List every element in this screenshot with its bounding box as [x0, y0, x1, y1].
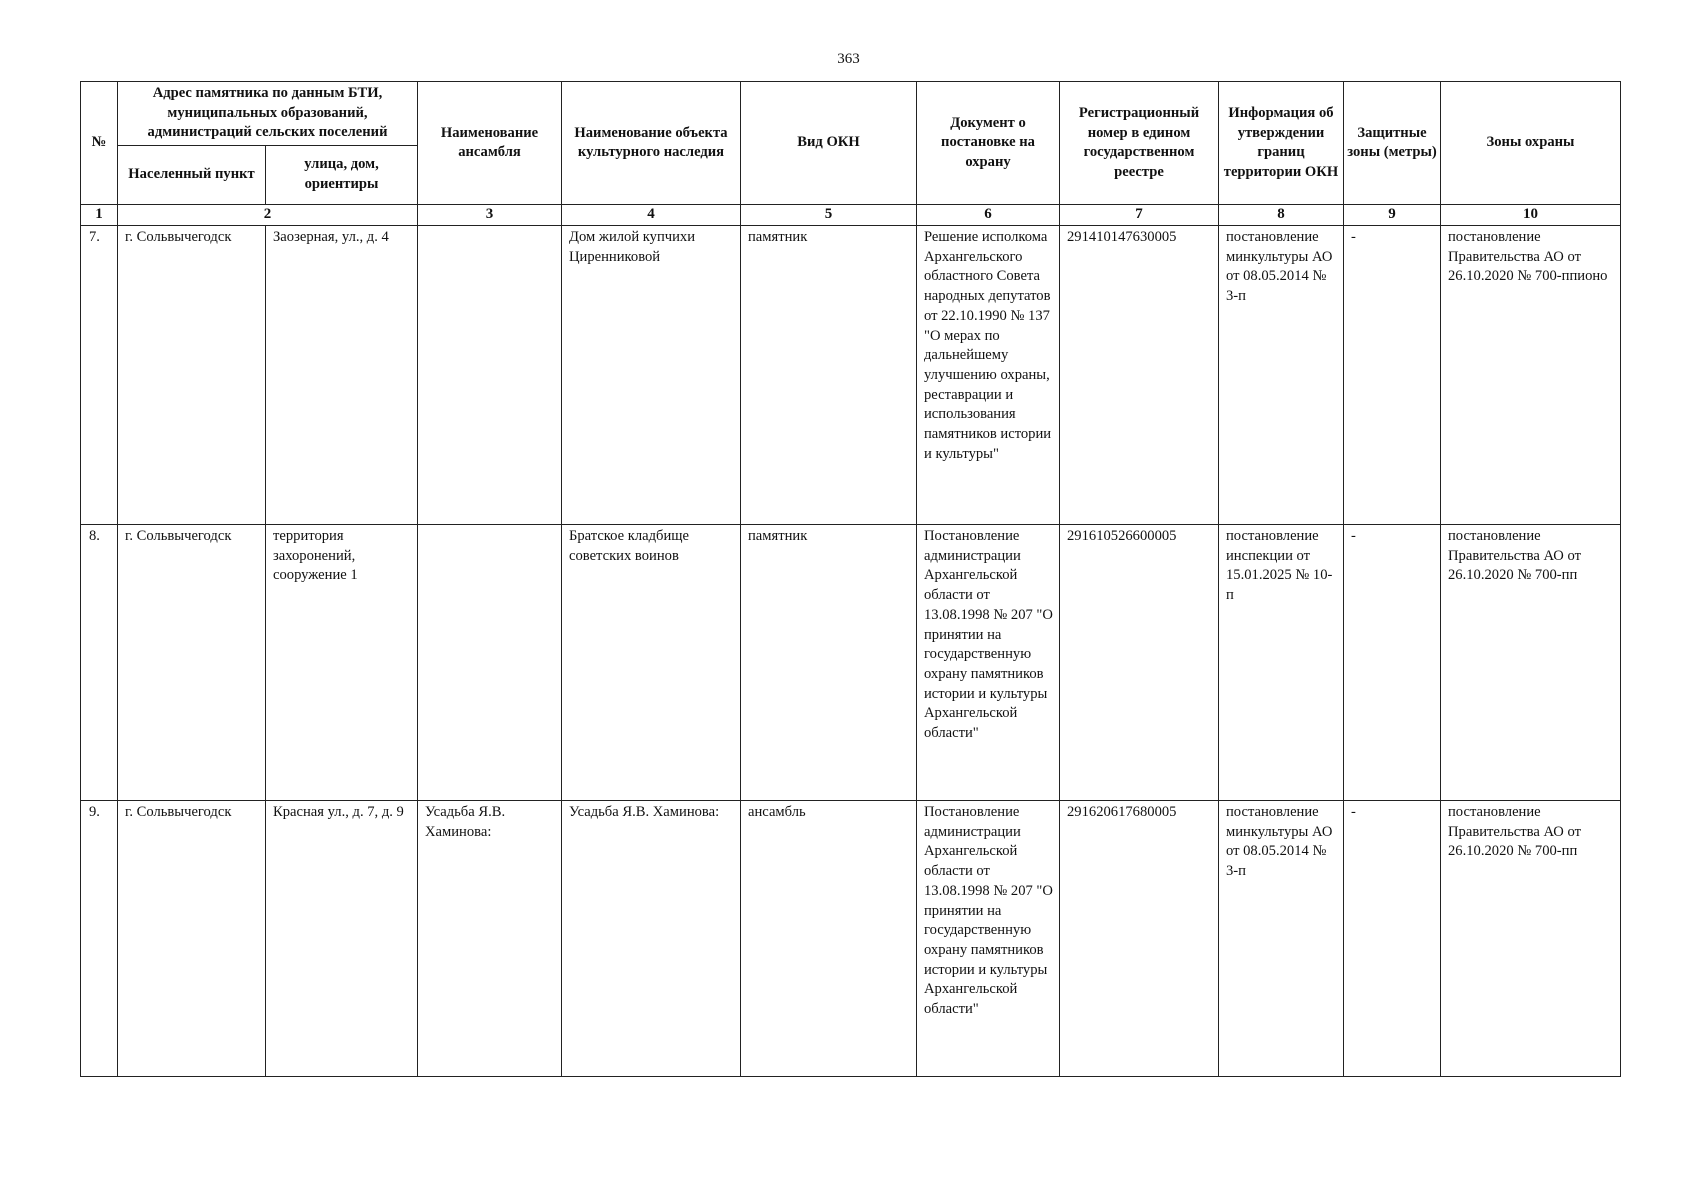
cell-number: 9.: [81, 801, 118, 1077]
column-number: 5: [741, 205, 917, 226]
cell-reg-number: 291610526600005: [1060, 525, 1219, 801]
cell-object-name: Усадьба Я.В. Хаминова:: [562, 801, 741, 1077]
cell-protection-zones: постановление Правительства АО от 26.10.2020 № 700-пп: [1441, 801, 1621, 1077]
header-address-group: Адрес памятника по данным БТИ, муниципальных образований, администраций сельских поселений: [118, 82, 418, 146]
header-document: Документ о постановке на охрану: [917, 82, 1060, 205]
cell-okn-type: памятник: [741, 525, 917, 801]
cell-protective-zones: -: [1344, 226, 1441, 525]
column-number: 3: [418, 205, 562, 226]
cell-ensemble: Усадьба Я.В. Хаминова:: [418, 801, 562, 1077]
cell-street: Заозерная, ул., д. 4: [266, 226, 418, 525]
table-header: [81, 82, 1621, 226]
cell-street: территория захоронений, сооружение 1: [266, 525, 418, 801]
header-number: №: [81, 82, 118, 205]
column-number: 9: [1344, 205, 1441, 226]
cell-document: Решение исполкома Архангельского областного Совета народных депутатов от 22.10.1990 № 137 "О мерах по дальнейшему улучшению охраны, реставрации и использования памятников истории и культуры": [917, 226, 1060, 525]
column-number: 1: [81, 205, 118, 226]
cell-settlement: г. Сольвычегодск: [118, 801, 266, 1077]
cell-boundaries-info: постановление минкультуры АО от 08.05.2014 № 3-п: [1219, 801, 1344, 1077]
table-row: [81, 801, 1621, 1077]
cell-reg-number: 291410147630005: [1060, 226, 1219, 525]
header-protection-zones: Зоны охраны: [1441, 82, 1621, 205]
cell-number: 8.: [81, 525, 118, 801]
cell-street: Красная ул., д. 7, д. 9: [266, 801, 418, 1077]
cell-protection-zones: постановление Правительства АО от 26.10.2020 № 700-ппионо: [1441, 226, 1621, 525]
header-object-name: Наименование объекта культурного наследия: [562, 82, 741, 205]
cell-okn-type: ансамбль: [741, 801, 917, 1077]
column-number: 6: [917, 205, 1060, 226]
column-number: 4: [562, 205, 741, 226]
column-number: 2: [118, 205, 418, 226]
table-row: [81, 226, 1621, 525]
monuments-table: [80, 81, 1621, 1077]
cell-boundaries-info: постановление инспекции от 15.01.2025 № 10-п: [1219, 525, 1344, 801]
column-numbers-row: [81, 205, 1621, 226]
cell-ensemble: [418, 226, 562, 525]
cell-protective-zones: -: [1344, 801, 1441, 1077]
cell-document: Постановление администрации Архангельской области от 13.08.1998 № 207 "О принятии на государственную охрану памятников истории и культуры Архангельской области": [917, 801, 1060, 1077]
header-street: улица, дом, ориентиры: [266, 145, 418, 204]
header-okn-type: Вид ОКН: [741, 82, 917, 205]
cell-protection-zones: постановление Правительства АО от 26.10.2020 № 700-пп: [1441, 525, 1621, 801]
cell-object-name: Дом жилой купчихи Циренниковой: [562, 226, 741, 525]
header-reg-number: Регистрационный номер в едином государственном реестре: [1060, 82, 1219, 205]
column-number: 8: [1219, 205, 1344, 226]
column-number: 7: [1060, 205, 1219, 226]
cell-okn-type: памятник: [741, 226, 917, 525]
cell-boundaries-info: постановление минкультуры АО от 08.05.2014 № 3-п: [1219, 226, 1344, 525]
cell-document: Постановление администрации Архангельской области от 13.08.1998 № 207 "О принятии на государственную охрану памятников истории и культуры Архангельской области": [917, 525, 1060, 801]
table-row: [81, 525, 1621, 801]
cell-settlement: г. Сольвычегодск: [118, 525, 266, 801]
cell-ensemble: [418, 525, 562, 801]
cell-protective-zones: -: [1344, 525, 1441, 801]
cell-settlement: г. Сольвычегодск: [118, 226, 266, 525]
column-number: 10: [1441, 205, 1621, 226]
header-settlement: Населенный пункт: [118, 145, 266, 204]
header-protective-zones: Защитные зоны (метры): [1344, 82, 1441, 205]
cell-object-name: Братское кладбище советских воинов: [562, 525, 741, 801]
page-number: 363: [837, 51, 860, 67]
cell-number: 7.: [81, 226, 118, 525]
header-ensemble: Наименование ансамбля: [418, 82, 562, 205]
cell-reg-number: 291620617680005: [1060, 801, 1219, 1077]
header-boundaries-info: Информация об утверждении границ территории ОКН: [1219, 82, 1344, 205]
